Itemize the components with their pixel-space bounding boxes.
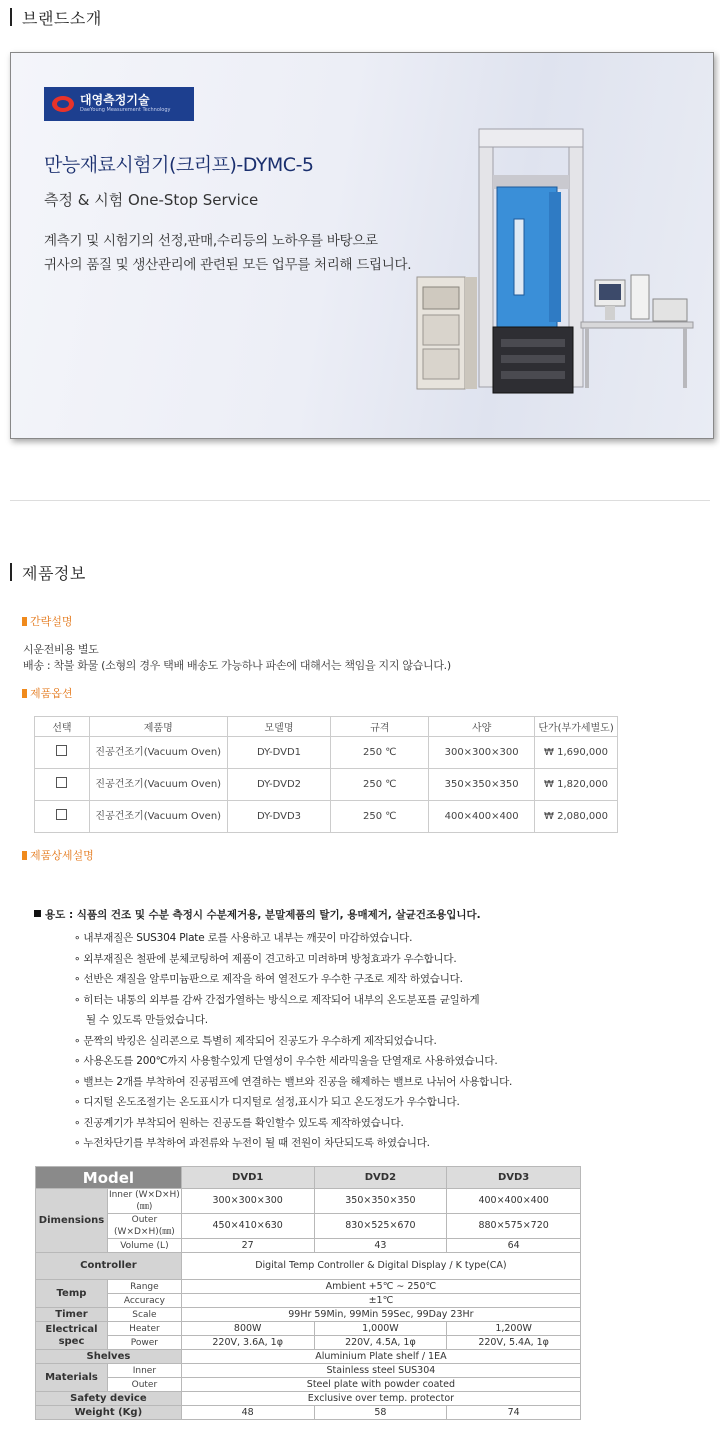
testing-machine-image (409, 127, 699, 407)
list-item-text: 누전차단기를 부착하여 과전류와 누전이 될 때 전원이 차단되도록 하였습니다. (83, 1137, 430, 1149)
bullet-icon (22, 689, 27, 698)
accuracy-value: ±1℃ (181, 1294, 580, 1308)
list-item: ∘ 히터는 내통의 외부를 감싸 간접가열하는 방식으로 제작되어 내부의 온도분포를 균일하게 (74, 993, 480, 1006)
outer-value: 880×575×720 (447, 1214, 581, 1239)
subsection-title: 제품상세설명 (30, 849, 94, 862)
usage-section (34, 907, 614, 1154)
list-item-text: 외부재질은 철판에 분체코팅하여 제품이 견고하고 미려하며 방청효과가 우수합니다. (83, 952, 457, 965)
list-item-text: 내부재질은 SUS304 Plate 로를 사용하고 내부는 깨끗이 마감하였습니다. (83, 932, 413, 944)
model-column: DVD1 (181, 1167, 314, 1189)
controller-label: Controller (36, 1253, 182, 1280)
product-name: 진공건조기(Vacuum Oven) (89, 737, 227, 769)
spec-value: 250 ℃ (331, 801, 429, 833)
col-header: 모델명 (227, 717, 331, 737)
model-name: DY-DVD3 (227, 801, 331, 833)
dimensions-label: Dimensions (36, 1189, 108, 1253)
size-value: 300×300×300 (429, 737, 535, 769)
square-bullet-icon (34, 910, 41, 917)
price-value: ₩ 1,820,000 (535, 769, 618, 801)
shelves-label: Shelves (36, 1350, 182, 1364)
brand-section-title (10, 6, 102, 28)
timer-label: Timer (36, 1308, 108, 1322)
detail-heading (22, 847, 94, 863)
bullet-icon (22, 617, 27, 626)
volume-value: 27 (181, 1239, 314, 1253)
spec-table (35, 1166, 581, 1420)
controller-value: Digital Temp Controller & Digital Display / K type(CA) (181, 1253, 580, 1280)
option-row (35, 737, 618, 769)
spec-value: 250 ℃ (331, 769, 429, 801)
model-header: Model (36, 1167, 182, 1189)
col-header: 사양 (429, 717, 535, 737)
inner-value: 350×350×350 (314, 1189, 447, 1214)
list-item-text: 될 수 있도록 만들었습니다. (86, 1014, 208, 1026)
col-header: 단가(부가세별도) (535, 717, 618, 737)
price-value: ₩ 1,690,000 (535, 737, 618, 769)
material-inner-label: Inner (107, 1364, 181, 1378)
options-table (34, 716, 618, 833)
usage-heading (34, 907, 614, 922)
product-name: 진공건조기(Vacuum Oven) (89, 801, 227, 833)
logo-text: 대영측정기술 (80, 93, 150, 107)
outer-value: 830×525×670 (314, 1214, 447, 1239)
outer-label: Outer (W×D×H)(㎜) (107, 1214, 181, 1239)
power-value: 220V, 4.5A, 1φ (314, 1336, 447, 1350)
weight-value: 74 (447, 1406, 581, 1420)
temp-label: Temp (36, 1280, 108, 1308)
list-item-text: 선반은 재질을 알루미늄판으로 제작을 하여 열전도가 우수한 구조로 제작 하였습니다. (83, 973, 463, 985)
brand-banner (10, 52, 714, 439)
model-name: DY-DVD1 (227, 737, 331, 769)
power-value: 220V, 5.4A, 1φ (447, 1336, 581, 1350)
list-item-text: 진공계기가 부착되어 원하는 진공도를 확인할수 있도록 제작하였습니다. (83, 1116, 404, 1129)
usage-heading-text: 용도 : 식품의 건조 및 수분 측정시 수분제거용, 분말제품의 탈기, 용매제거, 살균건조용입니다. (45, 909, 481, 921)
weight-value: 48 (181, 1406, 314, 1420)
shelves-value: Aluminium Plate shelf / 1EA (181, 1350, 580, 1364)
option-checkbox[interactable] (56, 809, 67, 820)
title-bar (10, 563, 12, 581)
logo-mark-icon (52, 96, 74, 112)
scale-label: Scale (107, 1308, 181, 1322)
size-value: 350×350×350 (429, 769, 535, 801)
heater-value: 800W (181, 1322, 314, 1336)
list-item: ∘ 누전차단기를 부착하여 과전류와 누전이 될 때 전원이 차단되도록 하였습니다. (74, 1137, 430, 1149)
list-item: ∘ 문짝의 박킹은 실리콘으로 특별히 제작되어 진공도가 우수하게 제작되었습니다. (74, 1034, 437, 1047)
list-item-text: 사용온도를 200℃까지 사용할수있게 단열성이 우수한 세라믹울을 단열재로 사용하였습니다. (83, 1055, 498, 1067)
scale-value: 99Hr 59Min, 99Min 59Sec, 99Day 23Hr (181, 1308, 580, 1322)
list-item-text: 디지털 온도조절기는 온도표시가 디지털로 설정,표시가 되고 온도정도가 우수합니다. (83, 1096, 460, 1108)
list-item: ∘ 사용온도를 200℃까지 사용할수있게 단열성이 우수한 세라믹울을 단열재로 사용하였습니다. (74, 1055, 498, 1067)
product-section-title (10, 561, 86, 583)
product-name: 진공건조기(Vacuum Oven) (89, 769, 227, 801)
weight-label: Weight (Kg) (36, 1406, 182, 1420)
list-item-text: 문짝의 박킹은 실리콘으로 특별히 제작되어 진공도가 우수하게 제작되었습니다. (83, 1034, 437, 1047)
price-value: ₩ 2,080,000 (535, 801, 618, 833)
section-title-text: 제품정보 (22, 563, 86, 583)
list-item-text: 밸브는 2개를 부착하여 진공펌프에 연결하는 밸브와 진공을 해제하는 밸브로 나뉘어 사용합니다. (83, 1075, 513, 1088)
banner-desc-line: 계측기 및 시험기의 선정,판매,수리등의 노하우를 바탕으로 (44, 233, 378, 249)
model-column: DVD2 (314, 1167, 447, 1189)
subsection-title: 간략설명 (30, 615, 73, 628)
section-divider (10, 500, 710, 501)
list-item (74, 1010, 614, 1031)
banner-title: 만능재료시험기(크리프)-DYMC-5 (44, 154, 314, 176)
options-header-row (35, 717, 618, 737)
power-value: 220V, 3.6A, 1φ (181, 1336, 314, 1350)
list-item: ∘ 밸브는 2개를 부착하여 진공펌프에 연결하는 밸브와 진공을 해제하는 밸브로 나뉘어 사용합니다. (74, 1075, 513, 1088)
material-inner-value: Stainless steel SUS304 (181, 1364, 580, 1378)
heater-label: Heater (107, 1322, 181, 1336)
banner-description (44, 229, 411, 277)
list-item: ∘ 내부재질은 SUS304 Plate 로를 사용하고 내부는 깨끗이 마감하였습니다. (74, 932, 413, 944)
heater-value: 1,000W (314, 1322, 447, 1336)
col-header: 제품명 (89, 717, 227, 737)
size-value: 400×400×400 (429, 801, 535, 833)
list-item-text: 히터는 내통의 외부를 감싸 간접가열하는 방식으로 제작되어 내부의 온도분포를 균일하게 (83, 993, 480, 1006)
title-bar (10, 8, 12, 26)
option-row (35, 801, 618, 833)
list-item: ∘ 선반은 재질을 알루미늄판으로 제작을 하여 열전도가 우수한 구조로 제작 하였습니다. (74, 973, 463, 985)
banner-desc-line: 귀사의 품질 및 생산관리에 관련된 모든 업무를 처리해 드립니다. (44, 257, 412, 273)
range-value: Ambient +5℃ ∼ 250℃ (181, 1280, 580, 1294)
company-logo (44, 87, 194, 121)
inner-value: 400×400×400 (447, 1189, 581, 1214)
power-label: Power (107, 1336, 181, 1350)
summary-heading (22, 613, 73, 629)
material-outer-value: Steel plate with powder coated (181, 1378, 580, 1392)
list-item: ∘ 진공계기가 부착되어 원하는 진공도를 확인할수 있도록 제작하였습니다. (74, 1116, 404, 1129)
logo-subtext: DaeYoung Measurement Technology (80, 107, 171, 113)
option-row (35, 769, 618, 801)
safety-value: Exclusive over temp. protector (181, 1392, 580, 1406)
banner-subtitle: 측정 & 시험 One-Stop Service (44, 191, 259, 209)
subsection-title: 제품옵션 (30, 687, 73, 700)
options-heading (22, 685, 73, 701)
usage-list (74, 928, 614, 1154)
volume-value: 64 (447, 1239, 581, 1253)
col-header: 선택 (35, 717, 90, 737)
section-title-text: 브랜드소개 (22, 8, 102, 28)
volume-value: 43 (314, 1239, 447, 1253)
electrical-label: Electrical spec (36, 1322, 108, 1350)
option-checkbox[interactable] (56, 745, 67, 756)
inner-value: 300×300×300 (181, 1189, 314, 1214)
accuracy-label: Accuracy (107, 1294, 181, 1308)
list-item: ∘ 외부재질은 철판에 분체코팅하여 제품이 견고하고 미려하며 방청효과가 우수합니다. (74, 952, 457, 965)
model-name: DY-DVD2 (227, 769, 331, 801)
option-checkbox[interactable] (56, 777, 67, 788)
volume-label: Volume (L) (107, 1239, 181, 1253)
inner-label: Inner (W×D×H)(㎜) (108, 1190, 180, 1212)
materials-label: Materials (36, 1364, 108, 1392)
outer-value: 450×410×630 (181, 1214, 314, 1239)
range-label: Range (107, 1280, 181, 1294)
heater-value: 1,200W (447, 1322, 581, 1336)
bullet-icon (22, 851, 27, 860)
weight-value: 58 (314, 1406, 447, 1420)
list-item: ∘ 디지털 온도조절기는 온도표시가 디지털로 설정,표시가 되고 온도정도가 우수합니다. (74, 1096, 460, 1108)
summary-line: 배송 : 착불 화물 (소형의 경우 택배 배송도 가능하나 파손에 대해서는 책임을 지지 않습니다.) (23, 659, 451, 672)
col-header: 규격 (331, 717, 429, 737)
summary-line: 시운전비용 별도 (23, 643, 99, 656)
material-outer-label: Outer (107, 1378, 181, 1392)
safety-label: Safety device (36, 1392, 182, 1406)
model-column: DVD3 (447, 1167, 581, 1189)
spec-value: 250 ℃ (331, 737, 429, 769)
